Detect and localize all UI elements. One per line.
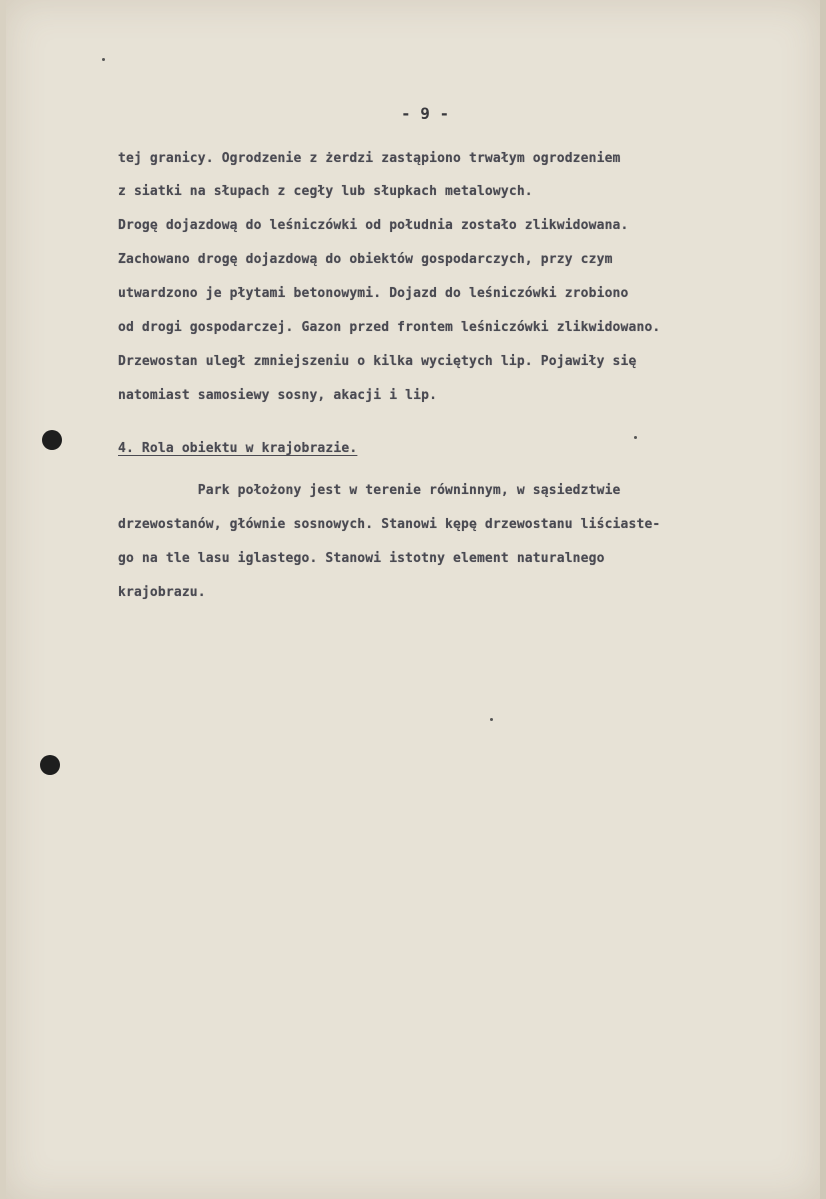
paper-speck xyxy=(102,58,105,61)
paragraph-line: natomiast samosiewy sosny, akacji i lip. xyxy=(118,388,438,403)
punch-hole xyxy=(42,430,62,450)
document-page xyxy=(6,0,820,1199)
paragraph-line: Park położony jest w terenie równinnym, w sąsiedztwie xyxy=(118,483,621,498)
paper-speck xyxy=(490,718,493,721)
paragraph-line: Drzewostan uległ zmniejszeniu o kilka wyciętych lip. Pojawiły się xyxy=(118,354,637,369)
paper-speck xyxy=(634,436,637,439)
paragraph-line: z siatki na słupach z cegły lub słupkach metalowych. xyxy=(118,184,533,199)
section-heading: 4. Rola obiektu w krajobrazie. xyxy=(118,441,358,456)
paragraph-line: Zachowano drogę dojazdową do obiektów gospodarczych, przy czym xyxy=(118,252,613,267)
paragraph-line: krajobrazu. xyxy=(118,585,206,600)
paragraph-line: od drogi gospodarczej. Gazon przed frontem leśniczówki zlikwidowano. xyxy=(118,320,661,335)
punch-hole xyxy=(40,755,60,775)
paragraph-line: drzewostanów, głównie sosnowych. Stanowi kępę drzewostanu liściaste- xyxy=(118,517,661,532)
paragraph-line: Drogę dojazdową do leśniczówki od południa zostało zlikwidowana. xyxy=(118,218,629,233)
paragraph-line: utwardzono je płytami betonowymi. Dojazd do leśniczówki zrobiono xyxy=(118,286,629,301)
page-number: - 9 - xyxy=(401,104,450,123)
paragraph-line: tej granicy. Ogrodzenie z żerdzi zastąpiono trwałym ogrodzeniem xyxy=(118,151,621,166)
page-edge xyxy=(820,0,826,1199)
paragraph-line: go na tle lasu iglastego. Stanowi istotny element naturalnego xyxy=(118,551,605,566)
